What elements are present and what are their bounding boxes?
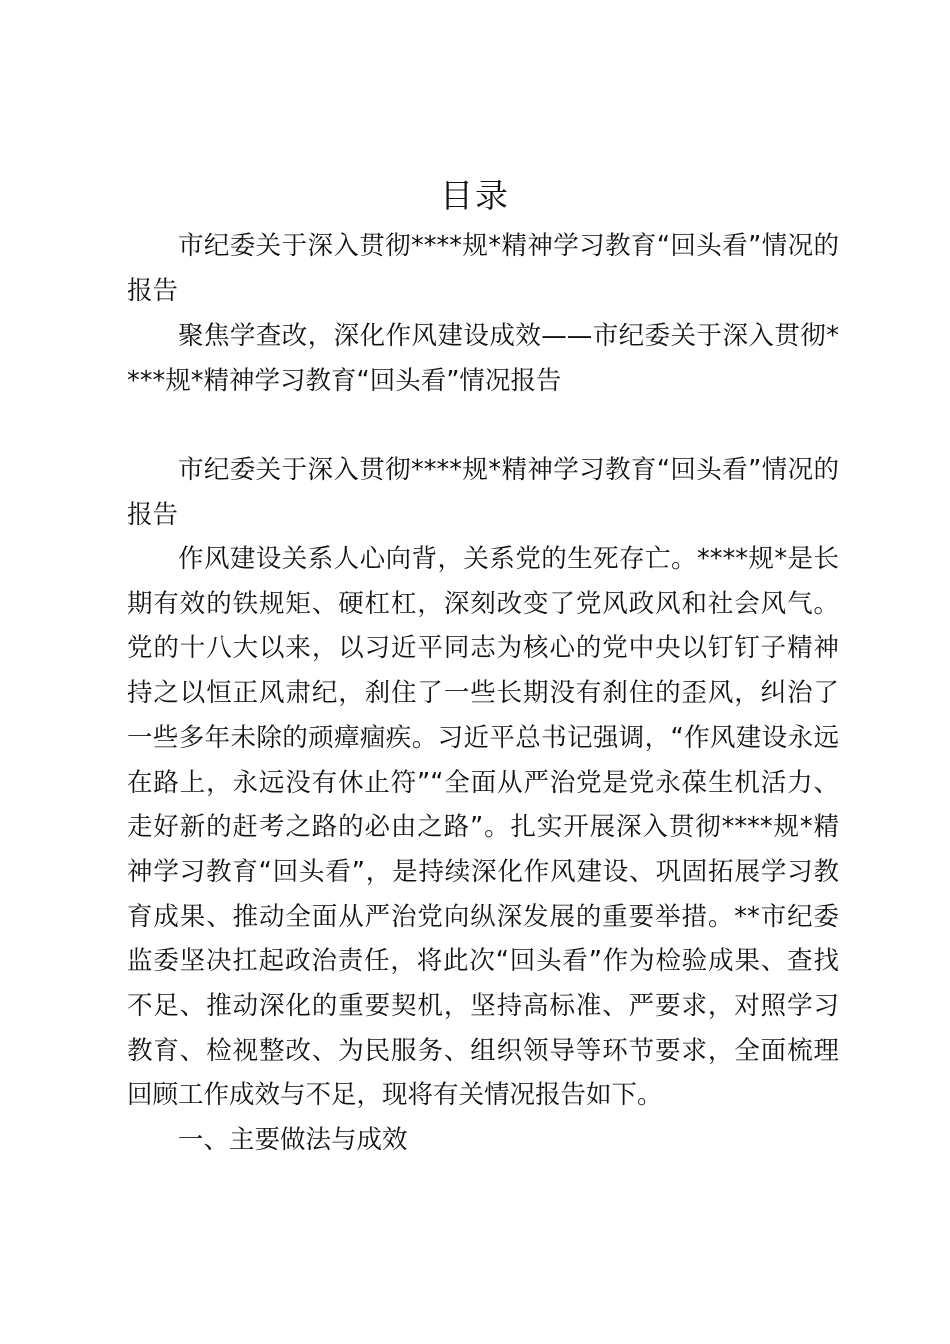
toc-title: 目录 <box>440 176 510 215</box>
toc-entry-2: 聚焦学查改，深化作风建设成效——市纪委关于深入贯彻****规*精神学习教育“回头看”情况报告 <box>127 321 839 396</box>
toc-entry-1: 市纪委关于深入贯彻****规*精神学习教育“回头看”情况的报告 <box>127 231 839 306</box>
body-paragraph: 作风建设关系人心向背，关系党的生死存亡。****规*是长期有效的铁规矩、硬杠杠，深刻改变了党风政风和社会风气。党的十八大以来，以习近平同志为核心的党中央以钉钉子精神持之以恒正风肃纪，刹住了一些长期没有刹住的歪风，纠治了一些多年未除的顽瘴痼疾。习近平总书记强调，“作风建设永远在路上，永远没有休止符”“全面从严治党是党永葆生机活力、走好新的赶考之路的必由之路”。扎实开展深入贯彻****规*精神学习教育“回头看”，是持续深化作风建设、巩固拓展学习教育成果、推动全面从严治党向纵深发展的重要举措。**市纪委监委坚决扛起政治责任，将此次“回头看”作为检验成果、查找不足、推动深化的重要契机，坚持高标准、严要求，对照学习教育、检视整改、为民服务、组织领导等环节要求，全面梳理回顾工作成效与不足，现将有关情况报告如下。 <box>127 544 839 1111</box>
section-heading: 一、主要做法与成效 <box>178 1125 408 1155</box>
document-title: 市纪委关于深入贯彻****规*精神学习教育“回头看”情况的报告 <box>127 455 839 530</box>
